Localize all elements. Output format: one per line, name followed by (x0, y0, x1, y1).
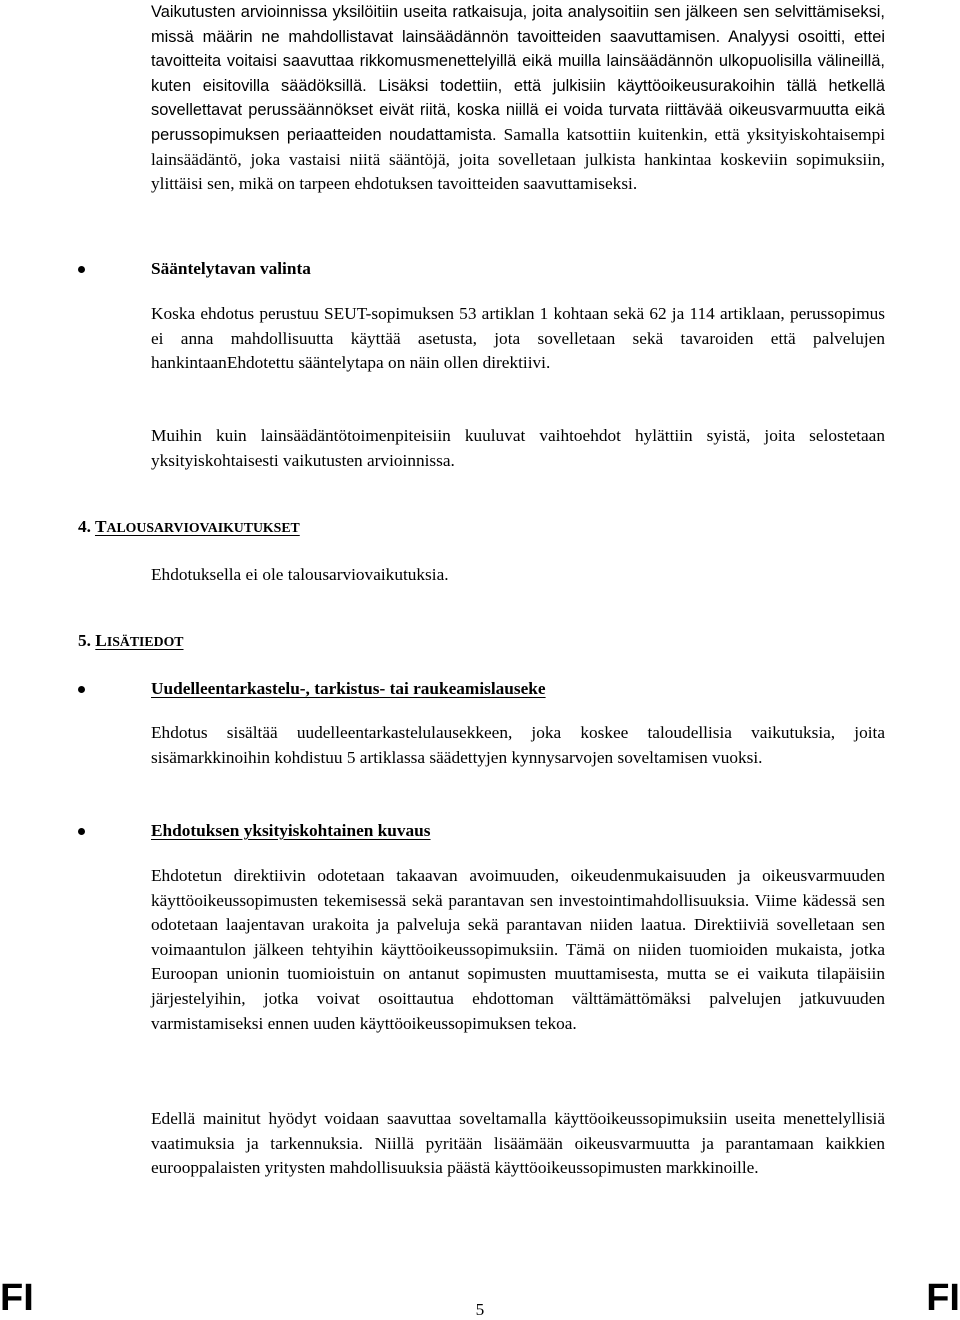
bullet-icon (78, 686, 85, 693)
instrument-heading: Sääntelytavan valinta (151, 259, 311, 278)
section-5-title-initial: L (95, 631, 107, 650)
section-4-number: 4. (78, 517, 91, 536)
section-5-heading (78, 629, 184, 654)
review-clause-body: Ehdotus sisältää uudelleentarkastelulausekkeen, joka koskee taloudellisia vaikutuksia, joita sisämarkkinoihin kohdistuu 5 artiklassa säädettyjen kynnysarvojen soveltamisen vuoksi. (151, 723, 885, 767)
section-4-heading (78, 515, 300, 540)
explanation-paragraph-1: Ehdotetun direktiivin odotetaan takaavan avoimuuden, oikeudenmukaisuuden ja oikeusvarmuuden käyttöoikeussopimusten tekemisessä sekä parantavan sen investointimahdollisuuksia. Viime kädessä sen odotetaan laajentavan urakoita ja palveluja sekä parantavan niiden laatua. Direktiiviä sovelletaan sen voimaantulon jälkeen tehtyihin käyttöoikeussopimuksiin. Tämä on niiden tuomioiden mukaista, jotka Euroopan unionin tuomioistuin on antanut sopimusten muuttamisesta, mutta se ei vaikuta tilapäisiin järjestelyihin, jotka voivat osoittautua ehdottoman välttämättömäksi palvelujen jatkuvuuden varmistamiseksi ennen uuden käyttöoikeussopimuksen tekoa. (151, 866, 885, 1033)
explanation-heading: Ehdotuksen yksityiskohtainen kuvaus (151, 821, 431, 840)
footer-language-right: FI (926, 1277, 960, 1319)
page-number: 5 (475, 1300, 485, 1319)
review-clause-heading: Uudelleentarkastelu-, tarkistus- tai raukeamislauseke (151, 679, 546, 698)
instrument-paragraph-1: Koska ehdotus perustuu SEUT-sopimuksen 53 artiklan 1 kohtaan sekä 62 ja 114 artiklaan, perussopimus ei anna mahdollisuutta käyttää asetusta, jota sovelletaan sekä tavaroiden että palvelujen hankintaanEhdotettu sääntelytapa on näin ollen direktiivi. (151, 304, 885, 373)
explanation-paragraph-2: Edellä mainitut hyödyt voidaan saavuttaa soveltamalla käyttöoikeussopimuksiin useita menettelyllisiä vaatimuksia ja tarkennuksia. Niillä pyritään lisäämään oikeusvarmuutta ja parantamaan kaikkien eurooppalaisten yritysten mahdollisuuksia päästä käyttöoikeussopimusten markkinoille. (151, 1109, 885, 1178)
intro-paragraph (151, 0, 885, 197)
section-4-title-rest: ALOUSARVIOVAIKUTUKSET (106, 520, 300, 535)
intro-text-serif: Samalla katsottiin kuitenkin, että yksityiskohtaisempi lainsäädäntö, joka vastaisi niitä sääntöjä, joita sovelletaan julkista hankintaa koskeviin sopimuksiin, ylittäisi sen, mikä on tarpeen ehdotuksen tavoitteiden saavuttamiseksi. (151, 124, 886, 194)
intro-text-sans: Vaikutusten arvioinnissa yksilöitiin useita ratkaisuja, joita analysoitiin sen jälkeen sen selvittämiseksi, missä määrin ne mahdollistavat lainsäädännön tavoitteiden saavuttamisen. Analyysi osoitti, ettei tavoitteita voitaisi saavuttaa rikkomusmenettelyillä eikä muilla lainsäädännön ulkopuolisilla välineillä, kuten eisitovilla säädöksillä. Lisäksi todettiin, että julkisiin käyttöoikeusurakoihin tällä hetkellä sovellettavat perussäännökset eivät riitä, koska niillä ei voida turvata riittävää oikeusvarmuutta eikä perussopimuksen periaatteiden noudattamista. (151, 3, 885, 144)
section-5-title-rest: ISÄTIEDOT (106, 634, 184, 649)
section-4-title (95, 517, 300, 536)
instrument-paragraph-2: Muihin kuin lainsäädäntötoimenpiteisiin kuuluvat vaihtoehdot hylättiin syistä, joita selostetaan yksityiskohtaisesti vaikutusten arvioinnissa. (151, 426, 885, 470)
bullet-icon (78, 266, 85, 273)
section-5-title (95, 631, 183, 650)
section-4-body: Ehdotuksella ei ole talousarviovaikutuksia. (151, 565, 449, 584)
section-5-number: 5. (78, 631, 91, 650)
section-4-title-initial: T (94, 517, 107, 536)
footer-language-left: FI (0, 1277, 34, 1319)
bullet-icon (78, 828, 85, 835)
